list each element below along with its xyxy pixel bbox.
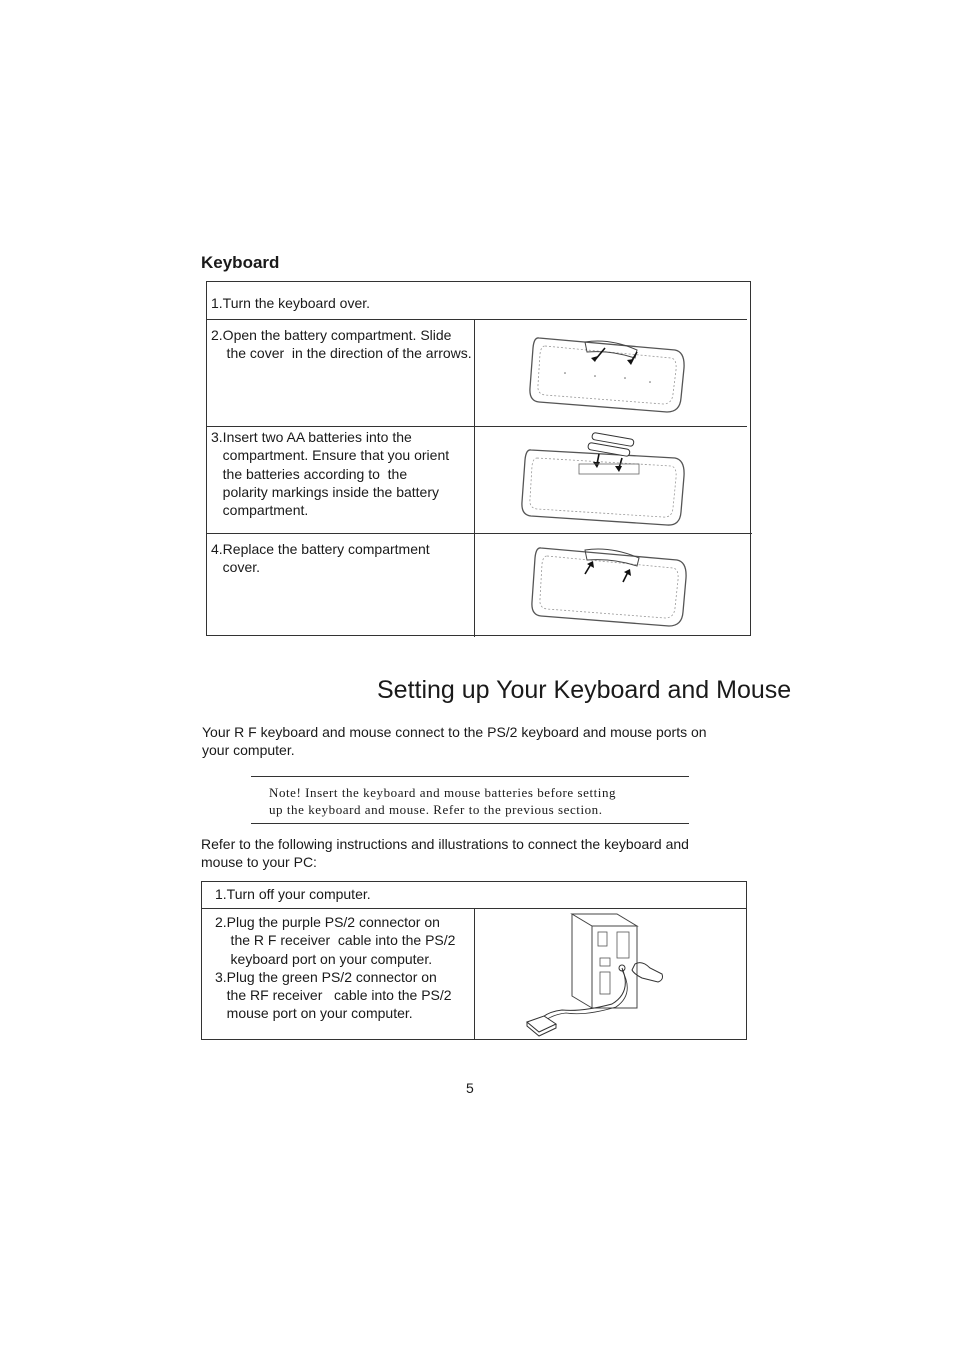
section-title: Setting up Your Keyboard and Mouse <box>377 676 792 704</box>
keyboard-step-1: 1.Turn the keyboard over. <box>211 295 371 311</box>
intro-paragraph: Your R F keyboard and mouse connect to the PS/2 keyboard and mouse ports on your computer. <box>202 724 707 759</box>
instructions-intro: Refer to the following instructions and illustrations to connect the keyboard and mouse to your PC: <box>201 836 689 871</box>
keyboard-step-4: 4.Replace the battery compartment cover. <box>211 541 430 576</box>
pc-step-2-3: 2.Plug the purple PS/2 connector on the R F receiver cable into the PS/2 keyboard port on your computer. 3.Plug the green PS/2 connector on the RF receiver cable into the PS/2 mouse port on your computer. <box>215 914 456 1022</box>
row-divider <box>207 426 747 427</box>
keyboard-replace-cover-illustration <box>527 540 697 630</box>
row-divider <box>207 319 747 320</box>
column-divider <box>474 908 475 1039</box>
keyboard-step-3: 3.Insert two AA batteries into the compartment. Ensure that you orient the batteries according to the polarity markings inside the battery compartment. <box>211 429 450 519</box>
note-text: Note! Insert the keyboard and mouse batteries before setting up the keyboard and mouse. Refer to the previous section. <box>269 785 617 817</box>
row-divider <box>207 533 752 534</box>
column-divider <box>474 319 475 637</box>
pc-connection-table <box>201 881 747 1040</box>
page-number: 5 <box>466 1080 474 1096</box>
pc-step-1: 1.Turn off your computer. <box>215 886 371 902</box>
pc-connection-illustration <box>522 912 672 1037</box>
keyboard-heading: Keyboard <box>201 253 280 272</box>
keyboard-insert-batteries-illustration <box>517 428 697 528</box>
keyboard-step-2: 2.Open the battery compartment. Slide the cover in the direction of the arrows. <box>211 327 472 362</box>
keyboard-steps-table <box>206 281 751 636</box>
note-box <box>251 776 689 824</box>
keyboard-open-cover-illustration <box>525 328 695 418</box>
